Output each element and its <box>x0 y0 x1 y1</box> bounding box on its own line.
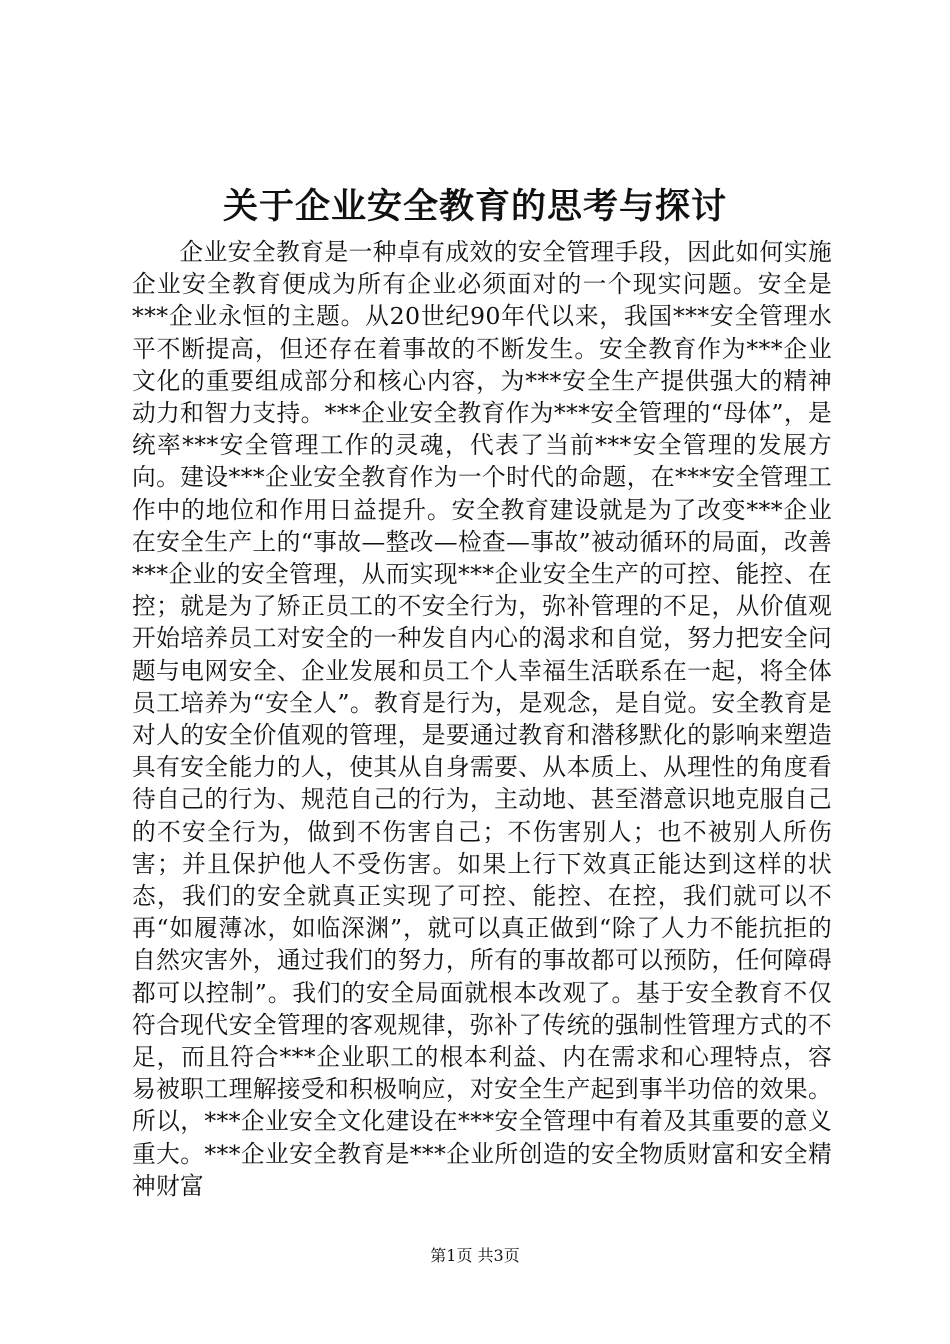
body-paragraph: 企业安全教育是一种卓有成效的安全管理手段，因此如何实施企业安全教育便成为所有企业必须面对的一个现实问题。安全是***企业永恒的主题。从20世纪90年代以来，我国***安全管理水平不断提高，但还存在着事故的不断发生。安全教育作为***企业文化的重要组成部分和核心内容，为***安全生产提供强大的精神动力和智力支持。***企业安全教育作为***安全管理的“母体”，是统率***安全管理工作的灵魂，代表了当前***安全管理的发展方向。建设***企业安全教育作为一个时代的命题，在***安全管理工作中的地位和作用日益提升。安全教育建设就是为了改变***企业在安全生产上的“事故—整改—检查—事故”被动循环的局面，改善***企业的安全管理，从而实现***企业安全生产的可控、能控、在控；就是为了矫正员工的不安全行为，弥补管理的不足，从价值观开始培养员工对安全的一种发自内心的渴求和自觉，努力把安全问题与电网安全、企业发展和员工个人幸福生活联系在一起，将全体员工培养为“安全人”。教育是行为，是观念，是自觉。安全教育是对人的安全价值观的管理，是要通过教育和潜移默化的影响来塑造具有安全能力的人，使其从自身需要、从本质上、从理性的角度看待自己的行为、规范自己的行为，主动地、甚至潜意识地克服自己的不安全行为，做到不伤害自己；不伤害别人；也不被别人所伤害；并且保护他人不受伤害。如果上行下效真正能达到这样的状态，我们的安全就真正实现了可控、能控、在控，我们就可以不再“如履薄冰，如临深渊”，就可以真正做到“除了人力不能抗拒的自然灾害外，通过我们的努力，所有的事故都可以预防，任何障碍都可以控制”。我们的安全局面就根本改观了。基于安全教育不仅符合现代安全管理的客观规律，弥补了传统的强制性管理方式的不足，而且符合***企业职工的根本利益、内在需求和心理特点，容易被职工理解接受和积极响应，对安全生产起到事半功倍的效果。所以，***企业安全文化建设在***安全管理中有着及其重要的意义重大。***企业安全教育是***企业所创造的安全物质财富和安全精神财富 <box>132 238 832 1200</box>
page-number-footer: 第1页 共3页 <box>430 1246 520 1265</box>
document-title: 关于企业安全教育的思考与探讨 <box>222 186 727 227</box>
